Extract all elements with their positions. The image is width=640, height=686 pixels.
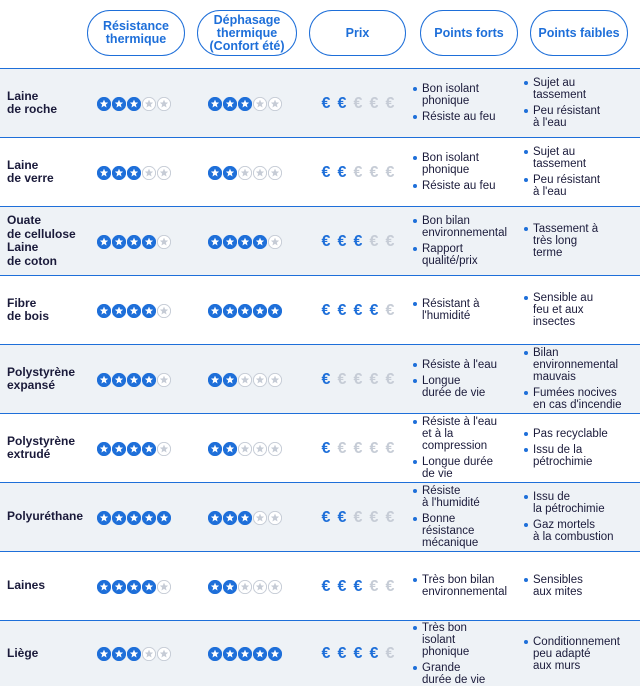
strength-item: Résiste à l'eau — [411, 359, 497, 371]
star-icon-filled — [127, 511, 141, 525]
dephasage-rating — [208, 511, 282, 525]
star-icon-filled — [112, 442, 126, 456]
strength-item: Résiste à l'eau et à la compression — [411, 416, 497, 452]
star-icon-empty — [142, 166, 156, 180]
price-rating — [319, 579, 397, 595]
star-icon-filled — [142, 373, 156, 387]
star-icon-empty — [268, 511, 282, 525]
points-faibles-list — [522, 138, 600, 206]
star-icon-filled — [112, 97, 126, 111]
points-forts-list — [411, 207, 507, 275]
strength-item: Résiste au feu — [411, 111, 496, 123]
star-icon-empty — [142, 647, 156, 661]
euro-icon-filled: € — [353, 577, 363, 595]
star-icon-filled — [253, 235, 267, 249]
star-icon-filled — [208, 304, 222, 318]
star-icon-filled — [127, 373, 141, 387]
star-icon-empty — [238, 166, 252, 180]
star-icon-empty — [253, 580, 267, 594]
material-name: Polystyrène extrudé — [7, 433, 76, 461]
points-faibles-list — [522, 276, 593, 344]
euro-icon-empty: € — [385, 232, 395, 250]
euro-icon-filled: € — [321, 439, 331, 457]
price-rating — [319, 303, 397, 319]
table-row — [0, 68, 640, 137]
star-icon-filled — [208, 511, 222, 525]
material-name: Liège — [7, 645, 39, 660]
star-icon-filled — [238, 304, 252, 318]
strength-item: Résistant à l'humidité — [411, 298, 480, 322]
star-icon-filled — [238, 235, 252, 249]
strength-item: Rapport qualité/prix — [411, 243, 507, 267]
euro-icon-empty: € — [353, 94, 363, 112]
star-icon-empty — [238, 373, 252, 387]
strength-item: Très bon bilan environnemental — [411, 574, 507, 598]
material-name: Laine de verre — [7, 157, 54, 185]
star-icon-filled — [127, 442, 141, 456]
strength-item: Longue durée de vie — [411, 456, 497, 480]
star-icon-filled — [127, 166, 141, 180]
star-icon-filled — [238, 511, 252, 525]
star-icon-empty — [253, 166, 267, 180]
euro-icon-empty: € — [385, 94, 395, 112]
euro-icon-empty: € — [369, 94, 379, 112]
euro-icon-empty: € — [385, 301, 395, 319]
star-icon-filled — [97, 511, 111, 525]
resistance-rating — [97, 511, 171, 525]
star-icon-empty — [157, 235, 171, 249]
star-icon-filled — [97, 97, 111, 111]
star-icon-filled — [97, 373, 111, 387]
points-faibles-list — [522, 483, 614, 551]
table-row — [0, 344, 640, 413]
price-rating — [319, 165, 397, 181]
star-icon-filled — [223, 304, 237, 318]
points-faibles-list — [522, 69, 600, 137]
material-name: Ouate de cellulose Laine de coton — [7, 213, 76, 268]
points-faibles-list — [522, 552, 583, 620]
euro-icon-empty: € — [385, 577, 395, 595]
weakness-item: Fumées nocives en cas d'incendie — [522, 387, 622, 411]
star-icon-filled — [97, 235, 111, 249]
euro-icon-filled: € — [321, 94, 331, 112]
euro-icon-filled: € — [337, 577, 347, 595]
points-forts-list — [411, 621, 485, 686]
euro-icon-filled: € — [321, 370, 331, 388]
star-icon-empty — [157, 647, 171, 661]
weakness-item: Issu de la pétrochimie — [522, 491, 614, 515]
star-icon-empty — [268, 580, 282, 594]
weakness-item: Bilan environnemental mauvais — [522, 347, 622, 383]
star-icon-filled — [238, 97, 252, 111]
table-row — [0, 620, 640, 686]
euro-icon-empty: € — [385, 645, 395, 662]
strength-item: Résiste au feu — [411, 180, 496, 192]
star-icon-empty — [238, 580, 252, 594]
euro-icon-filled: € — [321, 301, 331, 319]
star-icon-empty — [157, 166, 171, 180]
column-header-prix: Prix — [309, 10, 406, 56]
euro-icon-empty: € — [369, 232, 379, 250]
table-row — [0, 137, 640, 206]
points-forts-list — [411, 414, 497, 482]
star-icon-filled — [112, 647, 126, 661]
euro-icon-filled: € — [337, 301, 347, 319]
resistance-rating — [97, 442, 171, 456]
star-icon-filled — [112, 235, 126, 249]
star-icon-filled — [112, 304, 126, 318]
euro-icon-filled: € — [337, 163, 347, 181]
euro-icon-filled: € — [321, 645, 331, 662]
star-icon-filled — [97, 580, 111, 594]
star-icon-empty — [253, 97, 267, 111]
points-faibles-list — [522, 414, 608, 482]
price-rating — [319, 441, 397, 457]
euro-icon-empty: € — [369, 163, 379, 181]
star-icon-empty — [253, 373, 267, 387]
points-faibles-list — [522, 345, 622, 413]
table-row — [0, 275, 640, 344]
weakness-item: Sujet au tassement — [522, 77, 600, 101]
strength-item: Bon isolant phonique — [411, 83, 496, 107]
euro-icon-empty: € — [337, 370, 347, 388]
weakness-item: Peu résistant à l'eau — [522, 105, 600, 129]
star-icon-empty — [157, 442, 171, 456]
star-icon-empty — [238, 442, 252, 456]
dephasage-rating — [208, 373, 282, 387]
dephasage-rating — [208, 166, 282, 180]
dephasage-rating — [208, 580, 282, 594]
star-icon-filled — [127, 647, 141, 661]
resistance-rating — [97, 580, 171, 594]
star-icon-filled — [253, 304, 267, 318]
star-icon-filled — [208, 166, 222, 180]
euro-icon-filled: € — [337, 645, 347, 662]
material-name: Polyuréthane — [7, 509, 84, 524]
star-icon-filled — [208, 442, 222, 456]
dephasage-rating — [208, 647, 282, 661]
star-icon-filled — [223, 97, 237, 111]
star-icon-empty — [253, 442, 267, 456]
star-icon-filled — [112, 166, 126, 180]
star-icon-filled — [238, 647, 252, 661]
points-forts-list — [411, 552, 507, 620]
star-icon-filled — [268, 304, 282, 318]
weakness-item: Pas recyclable — [522, 428, 608, 440]
table-row — [0, 551, 640, 620]
star-icon-filled — [142, 304, 156, 318]
euro-icon-empty: € — [385, 370, 395, 388]
star-icon-filled — [208, 647, 222, 661]
euro-icon-filled: € — [321, 232, 331, 250]
header-row — [0, 0, 640, 68]
star-icon-filled — [223, 511, 237, 525]
star-icon-filled — [208, 97, 222, 111]
star-icon-filled — [112, 373, 126, 387]
dephasage-rating — [208, 97, 282, 111]
resistance-rating — [97, 373, 171, 387]
star-icon-filled — [142, 580, 156, 594]
resistance-rating — [97, 166, 171, 180]
weakness-item: Sujet au tassement — [522, 146, 600, 170]
price-rating — [319, 510, 397, 526]
star-icon-filled — [112, 580, 126, 594]
star-icon-empty — [268, 442, 282, 456]
star-icon-empty — [268, 235, 282, 249]
star-icon-filled — [97, 442, 111, 456]
table-row — [0, 206, 640, 275]
star-icon-filled — [223, 580, 237, 594]
strength-item: Bon isolant phonique — [411, 152, 496, 176]
star-icon-filled — [127, 235, 141, 249]
dephasage-rating — [208, 442, 282, 456]
star-icon-filled — [142, 511, 156, 525]
material-name: Laines — [7, 578, 46, 593]
euro-icon-filled: € — [321, 508, 331, 526]
star-icon-filled — [208, 373, 222, 387]
weakness-item: Sensible au feu et aux insectes — [522, 292, 593, 328]
star-icon-filled — [223, 442, 237, 456]
star-icon-empty — [157, 304, 171, 318]
star-icon-filled — [223, 373, 237, 387]
euro-icon-empty: € — [369, 577, 379, 595]
star-icon-filled — [223, 235, 237, 249]
points-forts-list — [411, 276, 480, 344]
star-icon-filled — [223, 647, 237, 661]
star-icon-filled — [223, 166, 237, 180]
star-icon-filled — [142, 442, 156, 456]
euro-icon-filled: € — [353, 232, 363, 250]
strength-item: Résiste à l'humidité — [411, 485, 480, 509]
material-name: Fibre de bois — [7, 295, 50, 323]
euro-icon-empty: € — [385, 508, 395, 526]
weakness-item: Gaz mortels à la combustion — [522, 519, 614, 543]
dephasage-rating — [208, 304, 282, 318]
resistance-rating — [97, 97, 171, 111]
star-icon-filled — [97, 304, 111, 318]
euro-icon-empty: € — [353, 508, 363, 526]
column-header-points-forts: Points forts — [420, 10, 518, 56]
resistance-rating — [97, 647, 171, 661]
weakness-item: Sensibles aux mites — [522, 574, 583, 598]
star-icon-filled — [142, 235, 156, 249]
euro-icon-empty: € — [353, 370, 363, 388]
points-forts-list — [411, 345, 497, 413]
euro-icon-filled: € — [369, 301, 379, 319]
price-rating — [319, 646, 397, 662]
euro-icon-empty: € — [353, 439, 363, 457]
points-faibles-list — [522, 207, 598, 275]
euro-icon-filled: € — [321, 577, 331, 595]
column-header-dephasage: Déphasage thermique (Confort été) — [197, 10, 297, 56]
star-icon-empty — [253, 511, 267, 525]
euro-icon-empty: € — [369, 439, 379, 457]
resistance-rating — [97, 235, 171, 249]
euro-icon-empty: € — [385, 439, 395, 457]
strength-item: Très bon isolant phonique — [411, 622, 485, 658]
star-icon-empty — [142, 97, 156, 111]
strength-item: Longue durée de vie — [411, 375, 497, 399]
dephasage-rating — [208, 235, 282, 249]
star-icon-empty — [268, 97, 282, 111]
column-header-points-faibles: Points faibles — [530, 10, 628, 56]
euro-icon-empty: € — [369, 508, 379, 526]
material-name: Laine de roche — [7, 88, 58, 116]
star-icon-filled — [127, 304, 141, 318]
table-row — [0, 413, 640, 482]
price-rating — [319, 372, 397, 388]
strength-item: Bonne résistance mécanique — [411, 513, 480, 549]
star-icon-filled — [97, 166, 111, 180]
strength-item: Grande durée de vie — [411, 662, 485, 686]
material-name: Polystyrène expansé — [7, 364, 76, 392]
star-icon-filled — [157, 511, 171, 525]
star-icon-filled — [208, 580, 222, 594]
points-forts-list — [411, 483, 480, 551]
table-row — [0, 482, 640, 551]
points-faibles-list — [522, 621, 620, 686]
star-icon-empty — [157, 373, 171, 387]
weakness-item: Conditionnement peu adapté aux murs — [522, 636, 620, 672]
strength-item: Bon bilan environnemental — [411, 215, 507, 239]
star-icon-filled — [208, 235, 222, 249]
resistance-rating — [97, 304, 171, 318]
euro-icon-empty: € — [385, 163, 395, 181]
star-icon-empty — [157, 97, 171, 111]
star-icon-filled — [127, 580, 141, 594]
price-rating — [319, 234, 397, 250]
star-icon-empty — [157, 580, 171, 594]
price-rating — [319, 96, 397, 112]
star-icon-filled — [112, 511, 126, 525]
points-forts-list — [411, 69, 496, 137]
star-icon-empty — [268, 166, 282, 180]
weakness-item: Peu résistant à l'eau — [522, 174, 600, 198]
weakness-item: Tassement à très long terme — [522, 223, 598, 259]
euro-icon-filled: € — [353, 301, 363, 319]
column-header-resistance: Résistance thermique — [87, 10, 185, 56]
weakness-item: Issu de la pétrochimie — [522, 444, 608, 468]
star-icon-filled — [97, 647, 111, 661]
star-icon-filled — [127, 97, 141, 111]
euro-icon-filled: € — [337, 508, 347, 526]
euro-icon-filled: € — [369, 645, 379, 662]
euro-icon-empty: € — [353, 163, 363, 181]
euro-icon-empty: € — [369, 370, 379, 388]
euro-icon-empty: € — [337, 439, 347, 457]
euro-icon-filled: € — [337, 232, 347, 250]
points-forts-list — [411, 138, 496, 206]
star-icon-filled — [253, 647, 267, 661]
star-icon-empty — [268, 373, 282, 387]
euro-icon-filled: € — [337, 94, 347, 112]
euro-icon-filled: € — [353, 645, 363, 662]
star-icon-filled — [268, 647, 282, 661]
euro-icon-filled: € — [321, 163, 331, 181]
